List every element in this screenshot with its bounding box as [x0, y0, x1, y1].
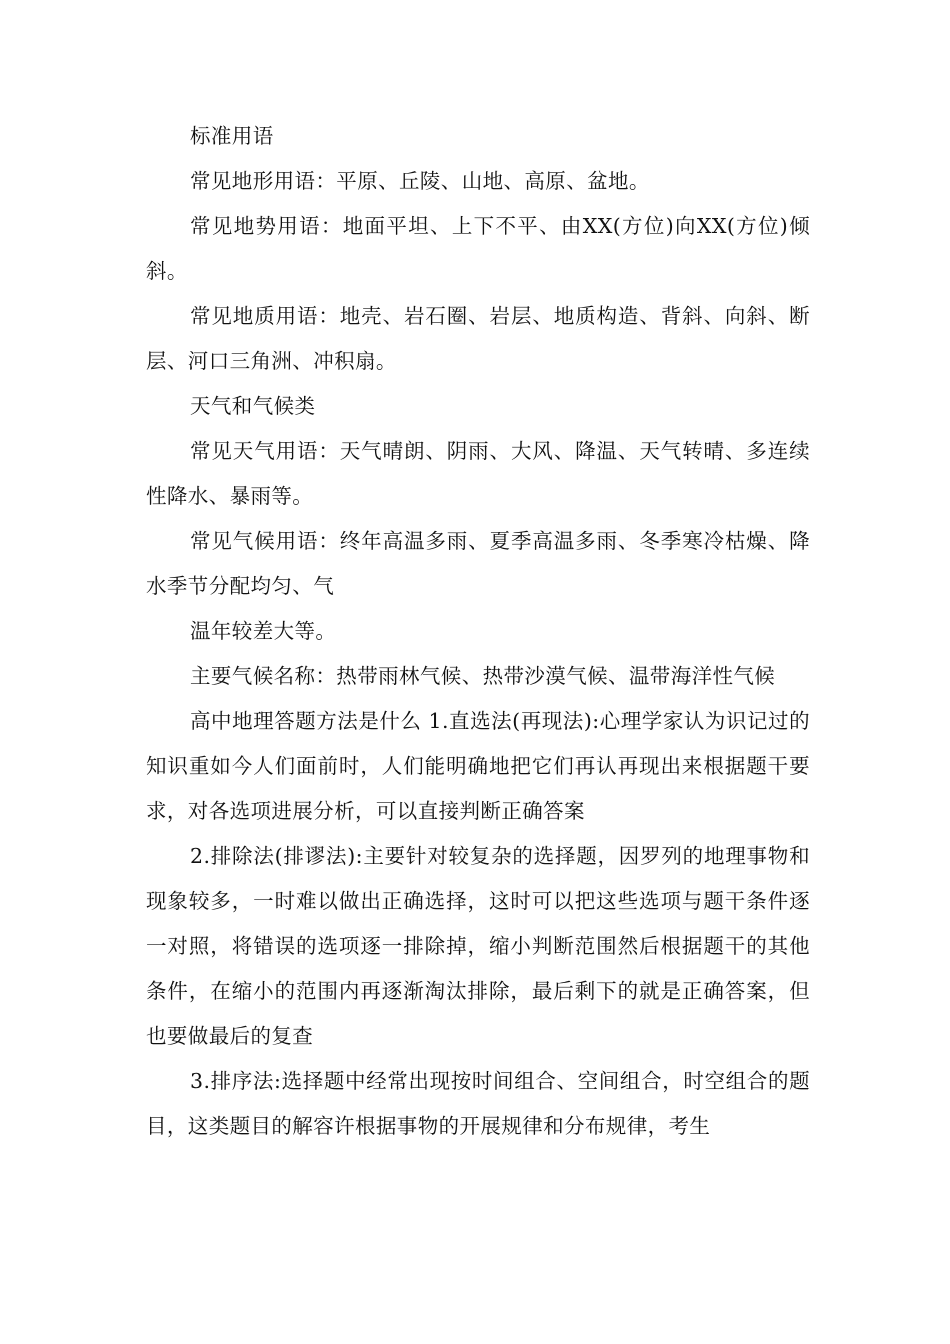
paragraph-climate-terms-continued: 温年较差大等。: [190, 619, 337, 643]
document-body: [146, 114, 810, 1149]
paragraph-weather-terms: 常见天气用语：天气晴朗、阴雨、大风、降温、天气转晴、多连续性降水、暴雨等。: [146, 439, 810, 508]
heading-standard-terms: 标准用语: [190, 124, 274, 148]
paragraph-method-elimination: 2.排除法(排谬法):主要针对较复杂的选择题，因罗列的地理事物和现象较多，一时难以做出正确选择，这时可以把这些选项与题干条件逐一对照，将错误的选项逐一排除掉，缩小判断范围然后根据题干的其他条件，在缩小的范围内再逐渐淘汰排除，最后剩下的就是正确答案，但也要做最后的复查: [146, 844, 810, 1048]
paragraph-method-ordering: 3.排序法:选择题中经常出现按时间组合、空间组合，时空组合的题目，这类题目的解容许根据事物的开展规律和分布规律，考生: [146, 1069, 810, 1138]
paragraph-terrain-terms: 常见地势用语：地面平坦、上下不平、由XX(方位)向XX(方位)倾斜。: [146, 214, 810, 283]
paragraph-landform-terms: 常见地形用语：平原、丘陵、山地、高原、盆地。: [190, 169, 650, 193]
paragraph-method-direct-selection: 高中地理答题方法是什么 1.直选法(再现法):心理学家认为识记过的知识重如今人们面前时，人们能明确地把它们再认再现出来根据题干要求，对各选项进展分析，可以直接判断正确答案: [146, 709, 810, 823]
paragraph-geology-terms: 常见地质用语：地壳、岩石圈、岩层、地质构造、背斜、向斜、断层、河口三角洲、冲积扇。: [146, 304, 810, 373]
paragraph-climate-names: 主要气候名称：热带雨林气候、热带沙漠气候、温带海洋性气候: [190, 664, 776, 688]
heading-weather-climate: 天气和气候类: [190, 394, 316, 418]
paragraph-climate-terms: 常见气候用语：终年高温多雨、夏季高温多雨、冬季寒冷枯燥、降水季节分配均匀、气: [146, 529, 810, 598]
